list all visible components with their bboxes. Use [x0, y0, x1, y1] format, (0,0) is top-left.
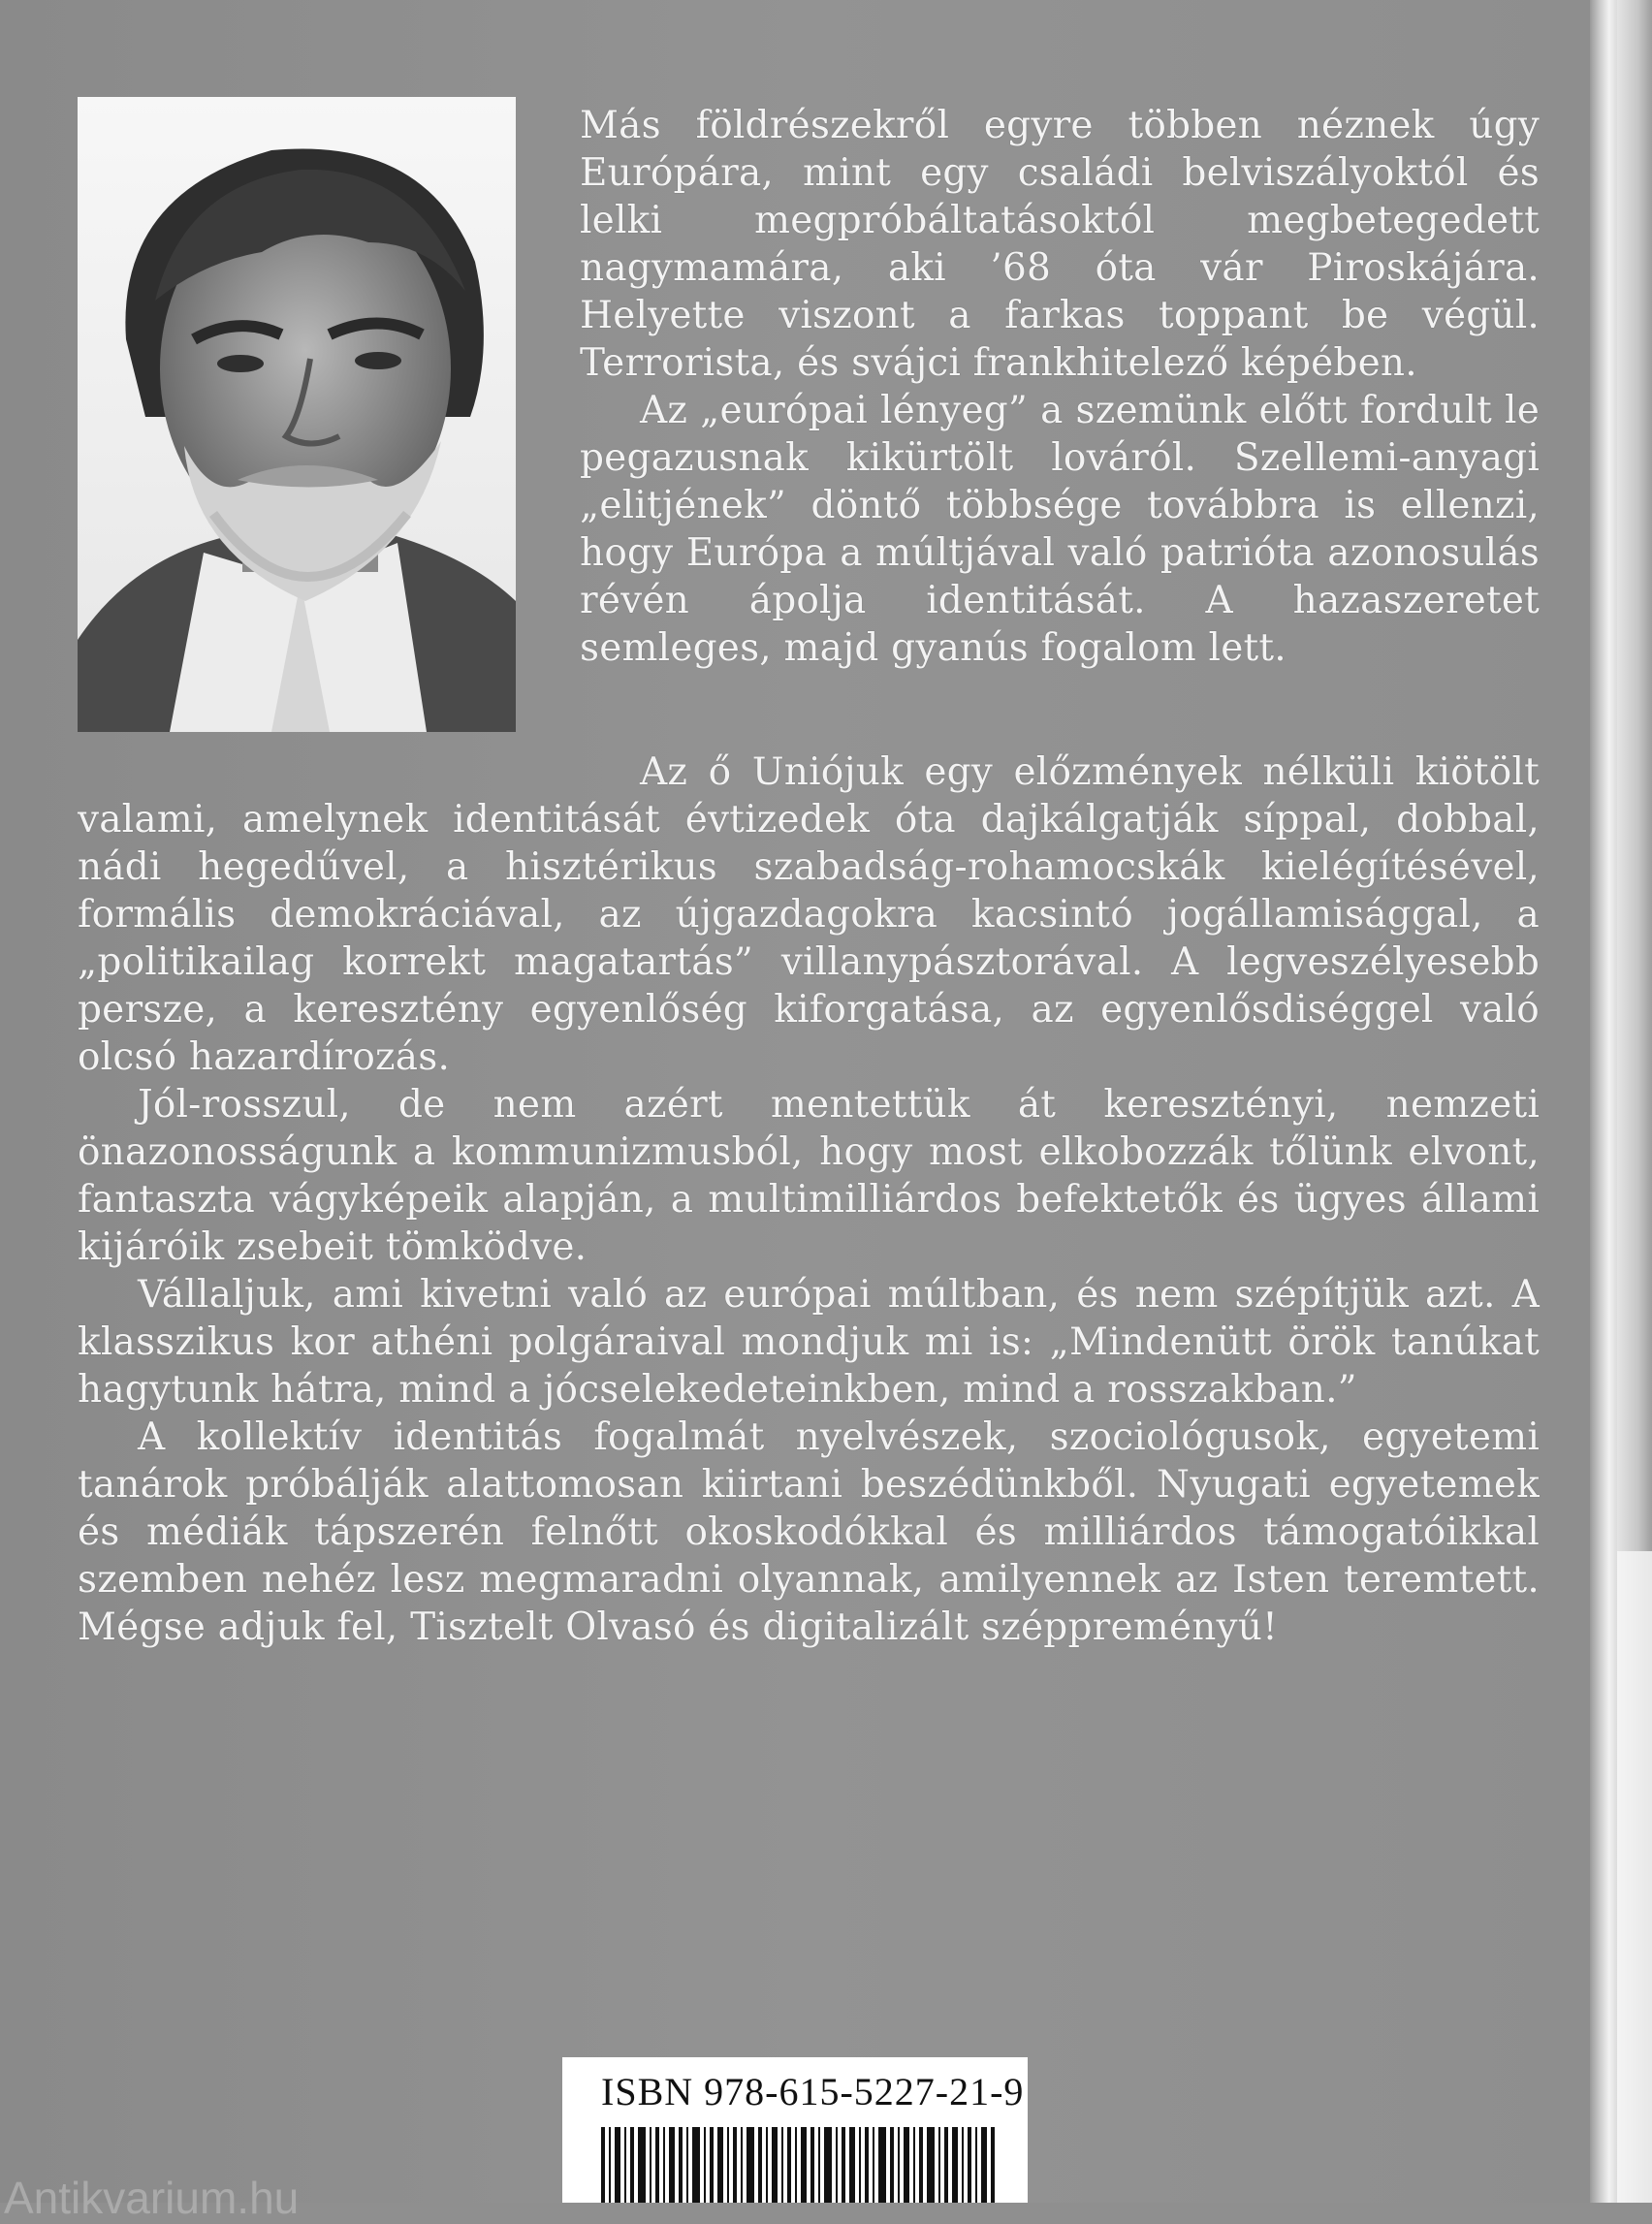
- paragraph-2: Az „európai lényeg” a szemünk előtt fordult le pegazusnak kikürtölt lováról. Szellemi-anyagi „elitjének” döntő többsége továbbra is ellenzi, hogy Európa a múltjával való patrióta azonosulás révén ápolja identitását. A hazaszeretet semleges, majd gyanús fogalom lett.: [580, 389, 1540, 670]
- body-text-block: [78, 748, 1540, 1651]
- paragraph-3: Az ő Uniójuk egy előzmények nélküli kiötölt valami, amelynek identitását évtizedek óta dajkálgatják síppal, dobbal, nádi hegedűvel, a hisztérikus szabadság-rohamocskák kielégítésével, formális demokráciával, az újgazdagokra kacsintó jogállamisággal, a „politikailag korrekt magatartás” villanypásztorával. A legveszélyesebb persze, a keresztény egyenlőség kiforgatása, az egyenlősdiséggel való olcsó hazardírozás.: [78, 750, 1540, 1079]
- intro-text-block: [580, 102, 1540, 672]
- barcode: [601, 2127, 999, 2203]
- paragraph-5: Vállaljuk, ami kivetni való az európai múltban, és nem szépítjük azt. A klasszikus kor athéni polgáraival mondjuk mi is: „Mindenütt örök tanúkat hagytunk hátra, mind a jócselekedeteinkben, mind a rosszakban.”: [78, 1273, 1540, 1412]
- isbn-label: [562, 2057, 1028, 2203]
- paragraph-4: Jól-rosszul, de nem azért mentettük át keresztényi, nemzeti önazonosságunk a kommunizmusból, hogy most elkobozzák tőlünk elvont, fantaszta vágyképeik alapján, a multimilliárdos befektetők és ügyes állami kijáróik zsebeit tömködve.: [78, 1083, 1540, 1269]
- isbn-number: ISBN 978-615-5227-21-9: [601, 2070, 1025, 2113]
- paragraph-6: A kollektív identitás fogalmát nyelvészek, szociológusok, egyetemi tanárok próbálják alattomosan kiirtani beszédünkből. Nyugati egyetemek és médiák tápszerén felnőtt okoskodókkal és milliárdos támogatóikkal szemben nehéz lesz megmaradni olyannak, amilyennek az Isten teremtett. Mégse adjuk fel, Tisztelt Olvasó és digitalizált széppreményű!: [78, 1415, 1540, 1649]
- paragraph-1: Más földrészekről egyre többen néznek úgy Európára, mint egy családi belviszályoktól és lelki megpróbáltatásoktól megbetegedett nagymamára, aki ’68 óta vár Piroskájára. Helyette viszont a farkas toppant be végül. Terrorista, és svájci frankhitelező képében.: [580, 104, 1540, 385]
- page-margin-light: [1617, 1551, 1652, 2203]
- author-photo: [78, 97, 516, 732]
- watermark: Antikvarium.hu: [4, 2173, 300, 2223]
- book-edge: [1590, 0, 1617, 2203]
